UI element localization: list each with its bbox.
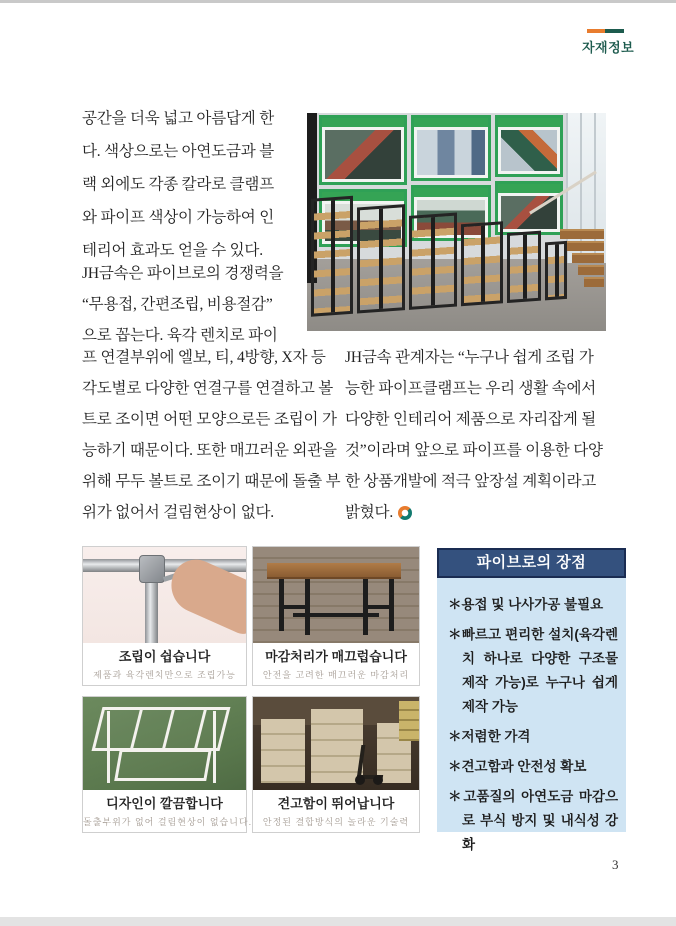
assembly-photo — [83, 547, 246, 643]
card-title: 마감처리가 매끄럽습니다 — [265, 649, 407, 664]
card-subtitle: 제품과 육각렌치만으로 조립가능 — [93, 670, 236, 680]
advantage-item: ＊고품질의 아연도금 마감으로 부식 방지 및 내식성 강화 — [448, 789, 619, 852]
photo-card-design — [82, 696, 253, 833]
text-line: 으로 꼽는다. 육각 렌치로 파이 — [82, 327, 278, 344]
warehouse-photo — [253, 697, 419, 790]
showroom-photo — [307, 113, 606, 331]
text-line: 프 연결부위에 엘보, 티, 4방향, X자 등 — [82, 349, 326, 366]
section-tag-label: 자재정보 — [582, 40, 635, 55]
photo-card-assembly — [82, 546, 247, 686]
article-paragraph-1 — [82, 102, 310, 267]
text-line: 와 파이프 색상이 가능하여 인 — [82, 209, 274, 226]
text-line: 능하기 때문이다. 또한 매끄러운 외관을 — [82, 442, 337, 459]
card-title: 견고함이 뛰어납니다 — [277, 796, 395, 811]
card-subtitle: 돌출부위가 없어 걸림현상이 없습니다. — [83, 817, 253, 827]
page-bottom-edge — [0, 917, 676, 926]
text-line: 트로 조이면 어떤 모양으로든 조립이 가 — [82, 411, 337, 428]
text-line: 각도별로 다양한 연결구를 연결하고 볼 — [82, 380, 334, 397]
text-line: 다. 색상으로는 아연도금과 블 — [82, 143, 274, 160]
text-line: 위해 무두 볼트로 조이기 때문에 돌출 부 — [82, 473, 341, 490]
page-number: 3 — [612, 857, 619, 872]
text-line: JH금속 관계자는 “누구나 쉽게 조립 가 — [345, 349, 594, 366]
text-line: 것”이라며 앞으로 파이프를 이용한 다양 — [345, 442, 603, 459]
text-line: 랙 외에도 각종 칼라로 클램프 — [82, 176, 274, 193]
text-line: 다양한 인테리어 제품으로 자리잡게 될 — [345, 411, 597, 428]
photo-card-durability — [252, 696, 420, 833]
card-subtitle: 안전을 고려한 매끄러운 마감처리 — [262, 670, 410, 680]
advantages-box-body — [437, 578, 626, 852]
page-top-edge — [0, 0, 676, 3]
advantage-item: ＊견고함과 안전성 확보 — [448, 759, 587, 774]
photo-card-finish — [252, 546, 420, 686]
article-paragraph-3 — [345, 342, 609, 528]
section-tag — [582, 29, 635, 56]
table-photo — [253, 547, 419, 643]
text-line: “무용접, 간편조립, 비용절감” — [82, 296, 273, 313]
article-end-icon — [398, 506, 412, 520]
card-title: 조립이 쉽습니다 — [118, 649, 211, 664]
text-line: 위가 없어서 걸림현상이 없다. — [82, 504, 274, 521]
article-paragraph-2-bottom — [82, 342, 342, 528]
text-line: 한 상품개발에 적극 앞장설 계획이라고 — [345, 473, 597, 490]
article-paragraph-2-top — [82, 258, 310, 351]
advantages-box — [437, 548, 626, 852]
text-line: 테리어 효과도 얻을 수 있다. — [82, 242, 263, 259]
frame-photo — [83, 697, 246, 790]
section-tag-bar-icon — [587, 29, 624, 33]
advantage-item: ＊빠르고 편리한 설치(육각렌치 하나로 다양한 구조물 제작 가능)로 누구나 쉽게 제작 가능 — [448, 627, 619, 714]
card-title: 디자인이 깔끔합니다 — [106, 796, 223, 811]
text-line: 능한 파이프클램프는 우리 생활 속에서 — [345, 380, 597, 397]
text-line: JH금속은 파이브로의 경쟁력을 — [82, 265, 284, 282]
pipe-racks-decor — [307, 163, 569, 331]
advantage-item: ＊용접 및 나사가공 불필요 — [448, 597, 604, 612]
text-line: 밝혔다. — [345, 497, 609, 528]
advantage-item: ＊저렴한 가격 — [448, 729, 531, 744]
text-line: 공간을 더욱 넓고 아름답게 한 — [82, 110, 274, 127]
card-subtitle: 안정된 결합방식의 놀라운 기술력 — [262, 817, 410, 827]
advantages-box-title: 파이브로의 장점 — [437, 548, 626, 578]
